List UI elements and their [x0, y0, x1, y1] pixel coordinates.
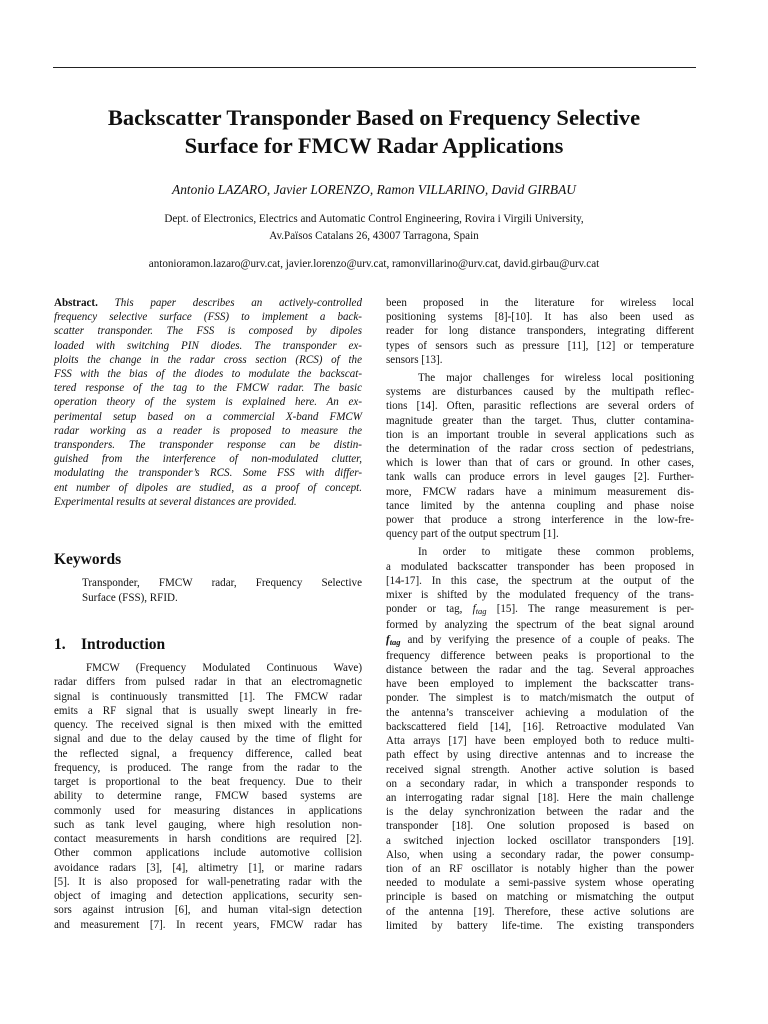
math-subscript: tag — [389, 636, 401, 647]
abstract-line: radar working as a reader is proposed to measure the — [54, 424, 362, 437]
body-line: In order to mitigate these common problems, — [418, 546, 694, 559]
intro-line: emits a RF signal that is usually swept linearly in fre- — [54, 704, 362, 717]
paper-title — [40, 104, 708, 160]
title-line-2: Surface for FMCW Radar Applications — [184, 133, 564, 158]
intro-line: commonly used for measuring distances in applications — [54, 804, 362, 817]
body-line: Atta arrays [17] have been employed both to reduce multi- — [386, 735, 694, 748]
body-line — [386, 633, 694, 649]
math-subscript: tag — [475, 606, 487, 617]
math-f: f — [386, 633, 390, 646]
keywords-text — [82, 576, 362, 605]
right-column — [386, 296, 694, 933]
abstract-line — [54, 296, 362, 310]
body-line: tion of an RF oscillator is notably higher than the power — [386, 862, 694, 875]
keywords-heading: Keywords — [54, 551, 122, 568]
intro-line: and measurement [7]. In recent years, FMCW radar has — [54, 918, 362, 931]
intro-line: object of imaging and detection applications, security sen- — [54, 890, 362, 902]
body-line: power that produce a strong interference in the low-fre- — [386, 514, 694, 527]
body-line: distance between the radar and the tag. Several approaches — [386, 664, 694, 677]
affiliation-line: Av.Països Catalans 26, 43007 Tarragona, Spain — [269, 229, 479, 242]
body-line: quency part of the output spectrum [1]. — [386, 528, 559, 541]
body-line: backscattered field [14], [16]. Retroactive modulated Van — [386, 720, 694, 733]
body-line: [14-17]. In this case, the spectrum at the output of the — [386, 574, 694, 587]
body-line: transponder [18]. One solution proposed is based on — [386, 820, 694, 833]
abstract — [54, 296, 362, 509]
abstract-line: guished from the interference of non-modulated clutter, — [54, 453, 362, 466]
abstract-line: tered response of the tag to the FMCW radar. The basic — [54, 382, 362, 395]
body-line: sensors [13]. — [386, 353, 443, 366]
section-number: 1. — [54, 636, 66, 653]
body-line: more, FMCW radars have a minimum measurement dis- — [386, 485, 694, 498]
affiliation — [40, 211, 708, 244]
body-line: an interrogating radar signal [18]. Here the main challenge — [386, 791, 694, 804]
intro-line: signal is continuously transmitted [1]. The FMCW radar — [54, 690, 362, 703]
body-line: tion is an important trouble in several applications such as — [386, 428, 694, 441]
body-line: positioning systems [8]-[10]. It has also been used as — [386, 311, 694, 324]
text-span: and by verifying the presence of a couple of peaks. The — [407, 633, 695, 646]
abstract-line: ploits the change in the radar cross section (RCS) of the — [54, 353, 362, 366]
body-line: The major challenges for wireless local positioning — [418, 372, 694, 385]
body-line: tank walls can produce errors in level gauges [2]. Further- — [386, 471, 694, 484]
author-list: Antonio LAZARO, Javier LORENZO, Ramon VILLARINO, David GIRBAU — [172, 182, 576, 197]
body-line: needed to modulate a semi-passive system whose operating — [386, 877, 694, 890]
math-f: f — [472, 603, 476, 616]
body-line: path effect by using directive antennas and to increase the — [386, 749, 694, 762]
intro-line: the reflected signal, a frequency difference, called beat — [54, 747, 362, 760]
abstract-line: operation theory of the system is explained here. An ex- — [54, 396, 362, 409]
body-line: tance limited by the antenna coupling and phase noise — [386, 499, 694, 512]
title-line-1: Backscatter Transponder Based on Frequency Selective — [107, 105, 641, 130]
text-span: [15]. The range measurement is per- — [496, 603, 694, 616]
intro-line: signal and due to the delay caused by the time of flight for — [54, 733, 362, 746]
body-line: systems are disturbances caused by the multipath reflec- — [386, 386, 694, 399]
intro-line: target is proportional to the beat frequency. Due to their — [54, 776, 362, 788]
intro-line: quency. The received signal is then mixed with the emitted — [54, 719, 362, 731]
top-rule — [53, 67, 696, 68]
body-line: a modulated backscatter transponder has been proposed in — [386, 560, 694, 573]
intro-line: FMCW (Frequency Modulated Continuous Wave) — [86, 662, 362, 674]
abstract-line: scatter transponder. The FSS is composed by dipoles — [54, 325, 362, 338]
abstract-line: ent number of dipoles are studied, as a proof of concept. — [54, 481, 362, 494]
body-line: is the delay synchronization between the radar and the — [386, 806, 694, 819]
body-line — [386, 602, 694, 618]
intro-line: radar differs from pulsed radar in that an electromagnetic — [54, 676, 362, 689]
body-line: Also, when using a secondary radar, the power consump- — [386, 848, 694, 861]
intro-line: avoidance radars [3], [4], altimetry [1], or marine radars — [54, 861, 362, 874]
keywords-line: Transponder, FMCW radar, Frequency Selective — [82, 577, 362, 589]
abstract-line: perimental setup based on a commercial X-band FMCW — [54, 410, 362, 423]
introduction-text — [54, 661, 362, 932]
intro-line: Other common applications include automotive collision — [54, 847, 362, 860]
body-line: of the antenna [19]. Therefore, these active solutions are — [386, 905, 694, 918]
affiliation-line: Dept. of Electronics, Electrics and Automatic Control Engineering, Rovira i Virgili University, — [164, 213, 584, 225]
body-line: reader for long distance transponders, integrating different — [386, 325, 694, 338]
abstract-line: Experimental results at several distances are provided. — [54, 495, 297, 508]
body-line: tions [14]. Often, parasitic reflections are several orders of — [386, 400, 694, 413]
intro-line: contact measurements in harsh conditions are required [2]. — [54, 833, 362, 845]
body-line: ponder. The simplest is to match/mismatch the output of — [386, 692, 694, 705]
body-line: received signal strength. Another active solution is based — [386, 763, 694, 776]
body-line: principle is based on matching or mismatching the output — [386, 891, 694, 904]
abstract-text: This paper describes an actively-controlled — [114, 297, 362, 309]
body-line: been proposed in the literature for wireless local — [386, 297, 694, 309]
introduction-heading — [54, 636, 165, 654]
body-line: have been employed to implement the backscatter trans- — [386, 678, 694, 691]
abstract-line: loaded with switching PIN diodes. The transponder ex- — [54, 339, 362, 352]
abstract-line: modulating the transponder’s RCS. Some FSS with differ- — [54, 467, 362, 480]
keywords-line: Surface (FSS), RFID. — [82, 591, 178, 604]
intro-line: ability to determine range, FMCW based systems are — [54, 790, 362, 803]
abstract-line: frequency selective surface (FSS) to implement a back- — [54, 311, 362, 324]
intro-line: sors against intrusion [6], and human vital-sign detection — [54, 904, 362, 917]
text-span: ponder or tag, — [386, 603, 463, 616]
abstract-line: FSS with the bias of the diodes to modulate the backscat- — [54, 368, 362, 381]
body-line: which is lower than that of cars or ground. In other cases, — [386, 457, 694, 470]
body-line: formed by analyzing the spectrum of the beat signal around — [386, 619, 694, 632]
body-line: on a secondary radar, in which a transponder responds to — [386, 777, 694, 790]
body-line: the antenna’s transceiver achieving a modulation of the — [386, 706, 694, 719]
section-title: Introduction — [81, 636, 166, 653]
abstract-line: transponders. The transponder response can be distin- — [54, 439, 362, 452]
body-line: the determination of the radar cross section of pedestrians, — [386, 443, 694, 456]
abstract-label: Abstract. — [54, 297, 98, 309]
intro-line: [5]. It is also proposed for wall-penetrating radar with the — [54, 875, 362, 888]
intro-line: frequency, is produced. The range from the radar to the — [54, 761, 362, 774]
intro-line: such as tank level gauging, where high resolution non- — [54, 818, 362, 831]
body-line: types of sensors such as pressure [11], [12] or temperature — [386, 339, 694, 352]
body-line: limited by battery life-time. The existing transponders — [386, 919, 694, 932]
body-line: mixer is shifted by the modulated frequency of the trans- — [386, 589, 694, 602]
author-emails: antonioramon.lazaro@urv.cat, javier.lorenzo@urv.cat, ramonvillarino@urv.cat, david.girbau@urv.cat — [148, 258, 600, 270]
body-line: a switched injection locked oscillator transponders [19]. — [386, 834, 694, 847]
body-line: magnitude greater than the target. Thus, clutter contamina- — [386, 414, 694, 427]
body-line: frequency difference between peaks is proportional to the — [386, 649, 694, 662]
